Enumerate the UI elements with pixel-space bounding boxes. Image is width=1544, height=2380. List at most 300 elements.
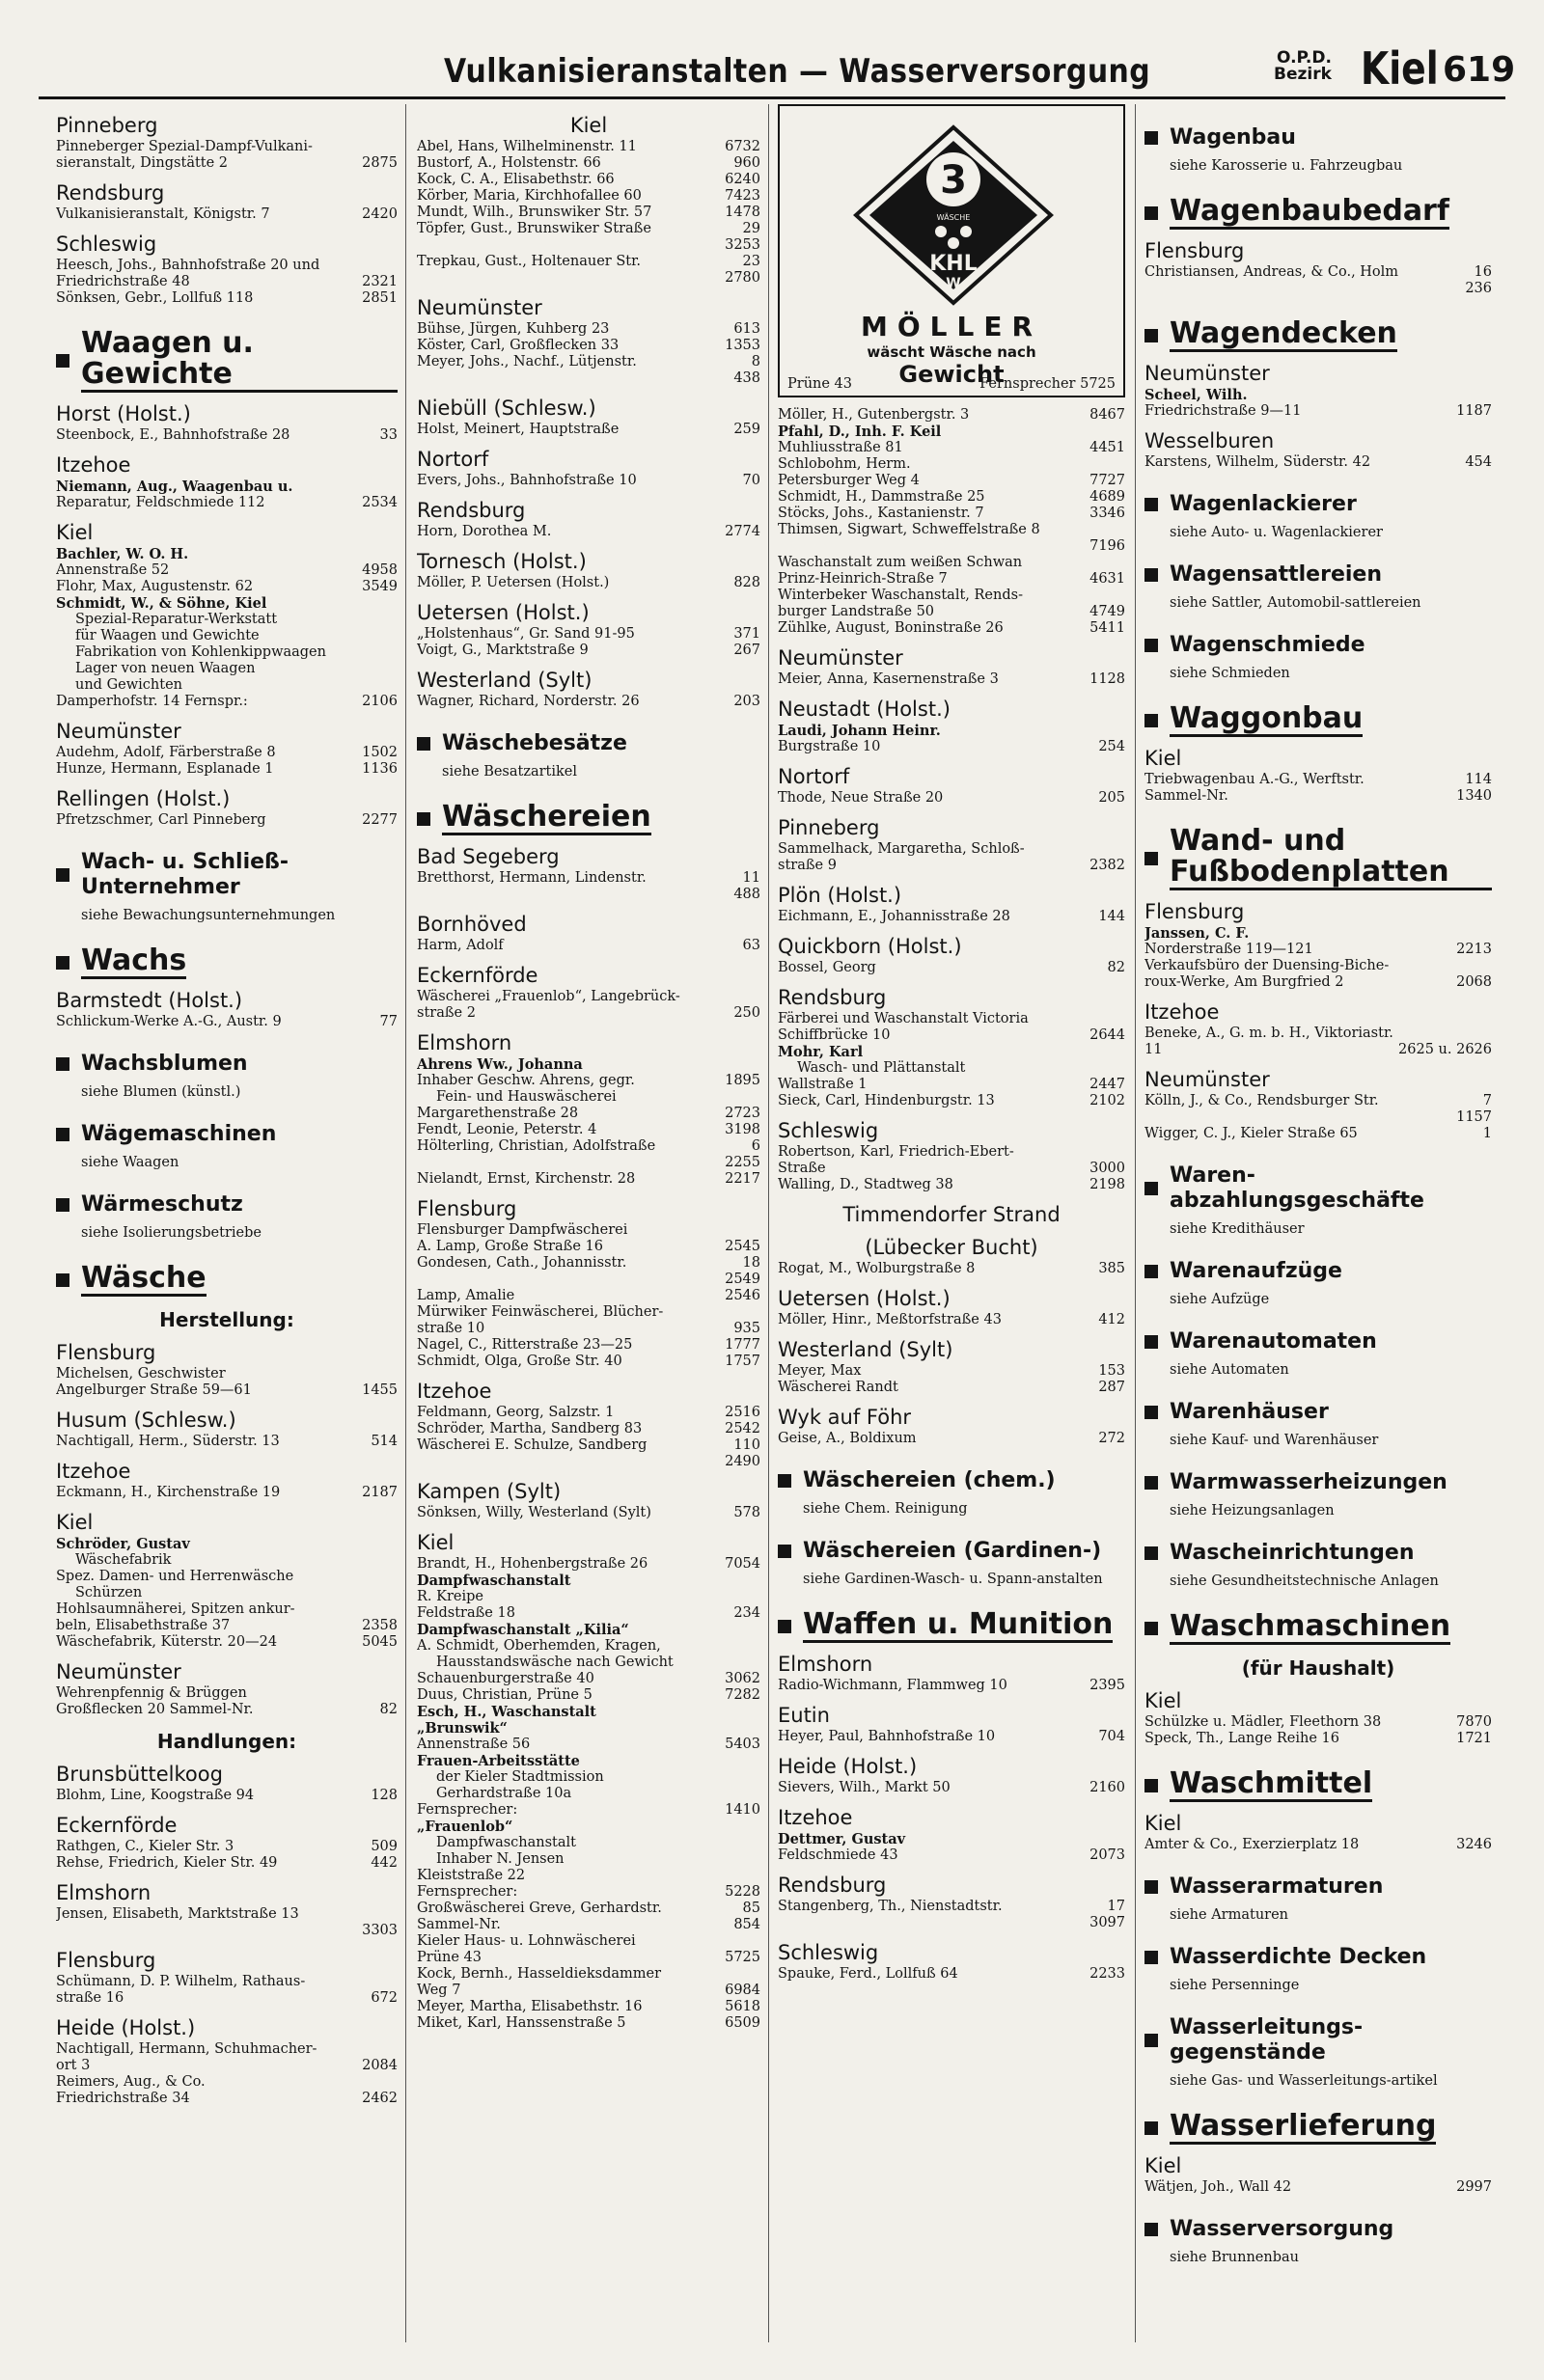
listing-entry bbox=[1144, 454, 1492, 471]
page-title: Vulkanisieranstalten — Wasserversorgung bbox=[444, 52, 1151, 91]
listing-entry bbox=[56, 1788, 398, 1804]
entry-name: Thode, Neue Straße 20 bbox=[778, 790, 944, 806]
cross-reference: siehe Heizungsanlagen bbox=[1170, 1503, 1335, 1518]
city-heading: Kiel bbox=[417, 1531, 455, 1554]
phone-number: 2462 bbox=[362, 2091, 398, 2106]
listing-entry bbox=[417, 270, 760, 287]
phone-number: 5403 bbox=[725, 1737, 760, 1752]
entry-name: Angelburger Straße 59—61 bbox=[56, 1382, 252, 1398]
category-heading bbox=[56, 1263, 398, 1297]
svg-text:3: 3 bbox=[940, 158, 967, 203]
phone-number: 2233 bbox=[1089, 1966, 1125, 1982]
phone-number: 3549 bbox=[362, 579, 398, 594]
listing-entry bbox=[1144, 1126, 1492, 1142]
ad-slogan-emphasis: Gewicht bbox=[898, 361, 1005, 388]
entry-name: „Brunswik“ bbox=[417, 1720, 508, 1737]
entry-name: Prüne 43 bbox=[417, 1950, 482, 1965]
listing-entry bbox=[1144, 925, 1492, 942]
phone-number: 4689 bbox=[1089, 489, 1125, 505]
category-heading bbox=[1144, 2015, 1492, 2065]
entry-name: Christiansen, Andreas, & Co., Holm bbox=[1144, 264, 1399, 280]
listing-entry bbox=[417, 1255, 760, 1272]
phone-number: 82 bbox=[1107, 960, 1125, 975]
entry-name: Kock, C. A., Elisabethstr. 66 bbox=[417, 172, 615, 187]
listing-entry bbox=[778, 1177, 1125, 1193]
listing-entry bbox=[417, 338, 760, 354]
phone-number: 259 bbox=[733, 422, 760, 437]
category-title: Wachs bbox=[81, 944, 187, 977]
bullet-square-icon bbox=[1144, 568, 1158, 582]
listing-entry bbox=[778, 1312, 1125, 1328]
listing-entry bbox=[778, 960, 1125, 976]
entry-name: Verkaufsbüro der Duensing-Biche- bbox=[1144, 958, 1390, 973]
entry-name: Nachtigall, Herm., Süderstr. 13 bbox=[56, 1434, 280, 1449]
column-divider bbox=[1135, 104, 1136, 2342]
entry-name: Stöcks, Johs., Kastanienstr. 7 bbox=[778, 506, 984, 521]
bullet-square-icon bbox=[1144, 2223, 1158, 2236]
category-title: Wagenschmiede bbox=[1170, 633, 1365, 657]
entry-name: Wäschefabrik, Küterstr. 20—24 bbox=[56, 1634, 278, 1650]
city-heading: Westerland (Sylt) bbox=[778, 1338, 953, 1361]
bullet-square-icon bbox=[778, 1620, 791, 1633]
listing-entry bbox=[56, 1906, 398, 1923]
subsection-heading: (für Haushalt) bbox=[1241, 1656, 1395, 1680]
category-title: Wasserdichte Decken bbox=[1170, 1945, 1427, 1969]
listing-entry bbox=[778, 588, 1125, 604]
bullet-square-icon bbox=[1144, 1265, 1158, 1278]
city-heading: Neumünster bbox=[1144, 1068, 1270, 1091]
phone-number: 2723 bbox=[725, 1106, 760, 1121]
cross-reference: siehe Karosserie u. Fahrzeugbau bbox=[1170, 158, 1403, 174]
phone-number: 2187 bbox=[362, 1485, 398, 1500]
entry-name: Scheel, Wilh. bbox=[1144, 387, 1248, 403]
entry-name: Duus, Christian, Prüne 5 bbox=[417, 1687, 593, 1703]
phone-number: 613 bbox=[733, 321, 760, 337]
phone-number: 2774 bbox=[725, 524, 760, 539]
cross-reference: siehe Kauf- und Warenhäuser bbox=[1170, 1433, 1379, 1448]
ad-phone: Fernsprecher 5725 bbox=[979, 376, 1116, 392]
city-heading: Bornhöved bbox=[417, 913, 527, 936]
city-heading: Horst (Holst.) bbox=[56, 402, 191, 425]
phone-number: 2382 bbox=[1089, 858, 1125, 873]
category-heading bbox=[1144, 125, 1492, 150]
city-heading: Schleswig bbox=[778, 1941, 879, 1964]
category-heading bbox=[1144, 1163, 1492, 1214]
listing-entry bbox=[778, 506, 1125, 522]
district-city: Kiel bbox=[1361, 42, 1439, 95]
entry-name: Gondesen, Cath., Johannisstr. bbox=[417, 1255, 627, 1271]
phone-number: 7423 bbox=[725, 188, 760, 204]
listing-entry bbox=[417, 1622, 760, 1638]
city-heading: Flensburg bbox=[417, 1197, 517, 1220]
page-header bbox=[39, 39, 1516, 98]
listing-entry bbox=[1144, 1093, 1492, 1109]
entry-name: Fernsprecher: bbox=[417, 1802, 518, 1818]
entry-detail: Wäschefabrik bbox=[75, 1552, 172, 1568]
listing-entry bbox=[56, 1382, 398, 1399]
category-title: Wagendecken bbox=[1170, 316, 1397, 350]
phone-number: 5618 bbox=[725, 1999, 760, 2014]
cross-reference: siehe Chem. Reinigung bbox=[803, 1501, 968, 1517]
entry-name: Schümann, D. P. Wilhelm, Rathaus- bbox=[56, 1974, 306, 1989]
entry-name: Schröder, Martha, Sandberg 83 bbox=[417, 1421, 643, 1436]
city-heading: Pinneberg bbox=[56, 114, 158, 137]
phone-number: 488 bbox=[733, 887, 760, 902]
phone-number: 1136 bbox=[362, 761, 398, 777]
phone-number: 153 bbox=[1098, 1363, 1125, 1379]
listing-entry bbox=[417, 221, 760, 237]
category-title: Wasserversorgung bbox=[1170, 2217, 1394, 2241]
category-title: Warmwasserheizungen bbox=[1170, 1470, 1448, 1494]
category-heading bbox=[1144, 318, 1492, 352]
bullet-square-icon bbox=[1144, 1546, 1158, 1560]
phone-number: 203 bbox=[733, 694, 760, 709]
phone-number: 254 bbox=[1098, 739, 1125, 754]
listing-entry bbox=[56, 1485, 398, 1501]
phone-number: 3198 bbox=[725, 1122, 760, 1137]
phone-number: 2545 bbox=[725, 1239, 760, 1254]
entry-name: Sammel-Nr. bbox=[417, 1917, 501, 1932]
city-heading: Itzehoe bbox=[56, 1460, 131, 1483]
phone-number: 205 bbox=[1098, 790, 1125, 806]
entry-name: Fernsprecher: bbox=[417, 1884, 518, 1900]
entry-name: Robertson, Karl, Friedrich-Ebert- bbox=[778, 1144, 1014, 1160]
phone-number: 412 bbox=[1098, 1312, 1125, 1327]
entry-name: Rogat, M., Wolburgstraße 8 bbox=[778, 1261, 976, 1276]
city-heading: Neumünster bbox=[1144, 362, 1270, 385]
listing-entry bbox=[56, 1839, 398, 1855]
category-title: Wascheinrichtungen bbox=[1170, 1541, 1415, 1565]
entry-name: Michelsen, Geschwister bbox=[56, 1366, 226, 1381]
phone-number: 1353 bbox=[725, 338, 760, 353]
entry-name: Kölln, J., & Co., Rendsburger Str. bbox=[1144, 1093, 1379, 1108]
listing-entry bbox=[56, 427, 398, 444]
entry-name: Evers, Johs., Bahnhofstraße 10 bbox=[417, 473, 637, 488]
bullet-square-icon bbox=[1144, 1406, 1158, 1419]
category-title: Wagenbau bbox=[1170, 125, 1296, 150]
listing-entry bbox=[1144, 387, 1492, 403]
bullet-square-icon bbox=[1144, 2121, 1158, 2135]
phone-number: 3303 bbox=[362, 1923, 398, 1938]
entry-name: Weg 7 bbox=[417, 1983, 461, 1998]
entry-name: Schlickum-Werke A.-G., Austr. 9 bbox=[56, 1014, 282, 1029]
entry-name: ort 3 bbox=[56, 2058, 91, 2073]
listing-entry bbox=[778, 407, 1125, 424]
entry-name: Wigger, C. J., Kieler Straße 65 bbox=[1144, 1126, 1358, 1141]
category-title: Wach- u. Schließ-Unternehmer bbox=[81, 850, 290, 899]
entry-name: Dampfwaschanstalt „Kilia“ bbox=[417, 1622, 629, 1638]
entry-name: Wallstraße 1 bbox=[778, 1077, 868, 1092]
entry-name: Damperhofstr. 14 Fernspr.: bbox=[56, 694, 248, 709]
phone-number: 1157 bbox=[1456, 1109, 1492, 1125]
entry-detail: Fabrikation von Kohlenkippwaagen bbox=[75, 644, 326, 660]
category-title: Wägemaschinen bbox=[81, 1122, 277, 1146]
phone-number: 234 bbox=[733, 1605, 760, 1621]
listing-entry bbox=[56, 479, 398, 495]
listing-entry bbox=[417, 1056, 760, 1073]
phone-number: 442 bbox=[371, 1855, 398, 1871]
entry-name: Bachler, W. O. H. bbox=[56, 546, 189, 562]
category-heading bbox=[56, 1052, 398, 1077]
phone-number: 2490 bbox=[725, 1454, 760, 1469]
svg-text:WÄSCHE: WÄSCHE bbox=[936, 213, 971, 222]
entry-name: Blohm, Line, Koogstraße 94 bbox=[56, 1788, 255, 1803]
entry-name: Waschanstalt zum weißen Schwan bbox=[778, 555, 1023, 570]
phone-number: 438 bbox=[733, 370, 760, 386]
listing-entry bbox=[778, 1077, 1125, 1093]
category-title: Wachsblumen bbox=[81, 1052, 248, 1076]
phone-number: 6732 bbox=[725, 139, 760, 154]
category-title: Warenhäuser bbox=[1170, 1400, 1329, 1424]
listing-entry bbox=[778, 1093, 1125, 1109]
entry-name: Nielandt, Ernst, Kirchenstr. 28 bbox=[417, 1171, 636, 1187]
listing-entry bbox=[56, 595, 398, 612]
cross-reference: siehe Persenninge bbox=[1170, 1978, 1300, 1993]
listing-entry bbox=[778, 790, 1125, 807]
entry-detail: Inhaber N. Jensen bbox=[436, 1851, 565, 1867]
listing-entry bbox=[417, 254, 760, 270]
listing-entry bbox=[417, 524, 760, 540]
entry-name: Bustorf, A., Holstenstr. 66 bbox=[417, 155, 601, 171]
city-heading: Elmshorn bbox=[778, 1653, 873, 1676]
listing-entry bbox=[56, 2091, 398, 2107]
entry-name: Harm, Adolf bbox=[417, 938, 504, 953]
entry-name: Abel, Hans, Wilhelminenstr. 11 bbox=[417, 139, 637, 154]
city-heading: Itzehoe bbox=[778, 1806, 853, 1829]
category-title: Waschmittel bbox=[1170, 1766, 1373, 1800]
entry-name: Töpfer, Gust., Brunswiker Straße bbox=[417, 221, 651, 236]
bullet-square-icon bbox=[1144, 714, 1158, 727]
category-title: Wasserlieferung bbox=[1170, 2109, 1437, 2143]
phone-number: 6240 bbox=[725, 172, 760, 187]
entry-name: Spauke, Ferd., Lollfuß 64 bbox=[778, 1966, 958, 1982]
listing-entry bbox=[56, 155, 398, 172]
entry-detail: für Waagen und Gewichte bbox=[75, 628, 260, 643]
entry-name: Färberei und Waschanstalt Victoria bbox=[778, 1011, 1029, 1026]
listing-entry bbox=[778, 1027, 1125, 1044]
listing-entry bbox=[417, 172, 760, 188]
listing-entry bbox=[56, 1569, 398, 1585]
entry-name: Feldstraße 18 bbox=[417, 1605, 515, 1621]
phone-number: 2160 bbox=[1089, 1780, 1125, 1795]
entry-name: Sievers, Wilh., Markt 50 bbox=[778, 1780, 951, 1795]
phone-number: 2213 bbox=[1456, 942, 1492, 957]
entry-name: Amter & Co., Exerzierplatz 18 bbox=[1144, 1837, 1360, 1852]
listing-entry bbox=[56, 495, 398, 511]
listing-entry bbox=[417, 1687, 760, 1704]
phone-number: 2277 bbox=[362, 812, 398, 828]
entry-name: Beneke, A., G. m. b. H., Viktoriastr. bbox=[1144, 1026, 1393, 1041]
city-heading: Schleswig bbox=[778, 1119, 879, 1142]
entry-name: Feldschmiede 43 bbox=[778, 1847, 898, 1863]
listing-entry bbox=[56, 694, 398, 710]
listing-entry bbox=[56, 206, 398, 223]
listing-entry bbox=[417, 938, 760, 954]
entry-name: Prinz-Heinrich-Straße 7 bbox=[778, 571, 948, 587]
entry-name: Norderstraße 119—121 bbox=[1144, 942, 1313, 957]
phone-number: 7282 bbox=[725, 1687, 760, 1703]
listing-entry bbox=[778, 1966, 1125, 1983]
listing-entry bbox=[56, 1618, 398, 1634]
entry-name: Speck, Th., Lange Reihe 16 bbox=[1144, 1731, 1339, 1746]
bullet-square-icon bbox=[56, 956, 69, 970]
category-title: Wagensattlereien bbox=[1170, 562, 1382, 587]
subsection-heading: Handlungen: bbox=[156, 1730, 297, 1753]
entry-name: Radio-Wichmann, Flammweg 10 bbox=[778, 1678, 1007, 1693]
phone-number: 2068 bbox=[1456, 974, 1492, 990]
phone-number: 8467 bbox=[1089, 407, 1125, 423]
entry-name: Steenbock, E., Bahnhofstraße 28 bbox=[56, 427, 290, 443]
listing-entry bbox=[417, 1155, 760, 1171]
listing-entry bbox=[778, 1678, 1125, 1694]
entry-name: Sammel-Nr. bbox=[1144, 788, 1228, 804]
entry-name: Friedrichstraße 48 bbox=[56, 274, 190, 289]
listing-entry bbox=[778, 1915, 1125, 1931]
entry-name: Voigt, G., Marktstraße 9 bbox=[417, 643, 589, 658]
laundry-logo-icon bbox=[852, 123, 1055, 307]
phone-number: 236 bbox=[1465, 281, 1492, 296]
listing-entry bbox=[417, 1321, 760, 1337]
listing-entry bbox=[1144, 942, 1492, 958]
listing-entry bbox=[56, 1923, 398, 1939]
phone-number: 3246 bbox=[1456, 1837, 1492, 1852]
entry-detail: und Gewichten bbox=[75, 677, 182, 693]
entry-name: Schiffbrücke 10 bbox=[778, 1027, 891, 1043]
listing-entry bbox=[417, 139, 760, 155]
city-heading: Eutin bbox=[778, 1704, 830, 1727]
entry-name: Petersburger Weg 4 bbox=[778, 473, 920, 488]
phone-number: 18 bbox=[742, 1255, 760, 1271]
phone-number: 7870 bbox=[1456, 1714, 1492, 1730]
entry-name: Zühlke, August, Boninstraße 26 bbox=[778, 620, 1004, 636]
listing-entry bbox=[56, 2074, 398, 2091]
entry-name: Hunze, Hermann, Esplanade 1 bbox=[56, 761, 274, 777]
category-title: Wäschebesätze bbox=[442, 731, 627, 755]
city-heading: Husum (Schlesw.) bbox=[56, 1409, 236, 1432]
listing-entry bbox=[778, 440, 1125, 456]
listing-entry bbox=[56, 1702, 398, 1718]
category-heading bbox=[56, 1192, 398, 1217]
svg-text:KHL: KHL bbox=[929, 252, 978, 276]
phone-number: 935 bbox=[733, 1321, 760, 1336]
bullet-square-icon bbox=[1144, 2034, 1158, 2047]
bullet-square-icon bbox=[778, 1474, 791, 1488]
city-heading: Kiel bbox=[56, 1511, 94, 1534]
category-heading bbox=[1144, 196, 1492, 230]
city-heading: Quickborn (Holst.) bbox=[778, 935, 962, 958]
entry-name: „Frauenlob“ bbox=[417, 1819, 513, 1835]
listing-entry bbox=[778, 456, 1125, 473]
city-heading: Itzehoe bbox=[1144, 1000, 1220, 1024]
phone-number: 77 bbox=[379, 1014, 398, 1029]
entry-name: Reparatur, Feldschmiede 112 bbox=[56, 495, 265, 510]
phone-number: 3097 bbox=[1089, 1915, 1125, 1930]
phone-number: 63 bbox=[742, 938, 760, 953]
listing-entry bbox=[56, 274, 398, 290]
listing-entry bbox=[778, 1380, 1125, 1396]
cross-reference: siehe Gardinen-Wasch- u. Spann-anstalten bbox=[803, 1572, 1103, 1587]
column-4 bbox=[1144, 104, 1492, 2342]
phone-number: 385 bbox=[1098, 1261, 1125, 1276]
city-heading: Wyk auf Föhr bbox=[778, 1406, 912, 1429]
listing-entry bbox=[56, 1855, 398, 1872]
city-heading: Schleswig bbox=[56, 233, 157, 256]
listing-entry bbox=[1144, 264, 1492, 281]
city-heading: Neustadt (Holst.) bbox=[778, 698, 951, 721]
phone-number: 514 bbox=[371, 1434, 398, 1449]
bullet-square-icon bbox=[1144, 1779, 1158, 1792]
phone-number: 1455 bbox=[362, 1382, 398, 1398]
bullet-square-icon bbox=[56, 354, 69, 368]
listing-entry bbox=[417, 1917, 760, 1933]
category-title: Wäschereien (chem.) bbox=[803, 1468, 1056, 1492]
phone-number: 2875 bbox=[362, 155, 398, 171]
entry-name: Winterbeker Waschanstalt, Rends- bbox=[778, 588, 1023, 603]
phone-number: 1777 bbox=[725, 1337, 760, 1353]
city-heading: Itzehoe bbox=[56, 453, 131, 477]
listing-entry bbox=[417, 1556, 760, 1573]
category-heading bbox=[1144, 1470, 1492, 1495]
phone-number: 2073 bbox=[1089, 1847, 1125, 1863]
listing-entry bbox=[417, 1288, 760, 1304]
phone-number: 2102 bbox=[1089, 1093, 1125, 1108]
entry-name: Eckmann, H., Kirchenstraße 19 bbox=[56, 1485, 281, 1500]
cross-reference: siehe Kredithäuser bbox=[1170, 1221, 1305, 1237]
phone-number: 128 bbox=[371, 1788, 398, 1803]
phone-number: 7 bbox=[1482, 1093, 1492, 1108]
listing-entry bbox=[417, 887, 760, 903]
category-heading bbox=[56, 945, 398, 979]
phone-number: 8 bbox=[751, 354, 760, 369]
entry-name: Wehrenpfennig & Brüggen bbox=[56, 1685, 247, 1701]
entry-name: Wäscherei Randt bbox=[778, 1380, 898, 1395]
listing-entry bbox=[417, 1901, 760, 1917]
entry-name: Nachtigall, Hermann, Schuhmacher- bbox=[56, 2041, 317, 2057]
cross-reference: siehe Gesundheitstechnische Anlagen bbox=[1170, 1573, 1439, 1589]
listing-entry bbox=[417, 1638, 760, 1655]
listing-entry bbox=[1144, 1042, 1492, 1058]
category-heading bbox=[1144, 1400, 1492, 1425]
bullet-square-icon bbox=[778, 1545, 791, 1558]
entry-name: Brandt, H., Hohenbergstraße 26 bbox=[417, 1556, 648, 1572]
phone-number: 3253 bbox=[725, 237, 760, 253]
ad-address: Prüne 43 bbox=[787, 376, 853, 392]
listing-entry bbox=[778, 1431, 1125, 1447]
category-heading bbox=[1144, 1874, 1492, 1900]
phone-number: 6509 bbox=[725, 2015, 760, 2031]
listing-entry bbox=[417, 422, 760, 438]
district-label: O.P.D. Bezirk bbox=[1274, 48, 1332, 84]
bullet-square-icon bbox=[56, 1198, 69, 1212]
category-heading bbox=[56, 328, 398, 393]
phone-number: 1502 bbox=[362, 745, 398, 760]
phone-number: 1128 bbox=[1089, 671, 1125, 687]
phone-number: 4451 bbox=[1089, 440, 1125, 455]
listing-entry bbox=[417, 1966, 760, 1983]
category-heading bbox=[1144, 562, 1492, 588]
listing-entry bbox=[778, 571, 1125, 588]
listing-entry bbox=[56, 1536, 398, 1552]
cross-reference: siehe Bewachungsunternehmungen bbox=[81, 908, 336, 923]
city-heading: Kampen (Sylt) bbox=[417, 1480, 562, 1503]
listing-entry bbox=[56, 290, 398, 307]
phone-number: 1478 bbox=[725, 205, 760, 220]
listing-entry bbox=[417, 1421, 760, 1437]
listing-entry bbox=[778, 1831, 1125, 1847]
listing-entry bbox=[417, 626, 760, 643]
phone-number: 3062 bbox=[725, 1671, 760, 1686]
city-heading: Flensburg bbox=[56, 1341, 156, 1364]
